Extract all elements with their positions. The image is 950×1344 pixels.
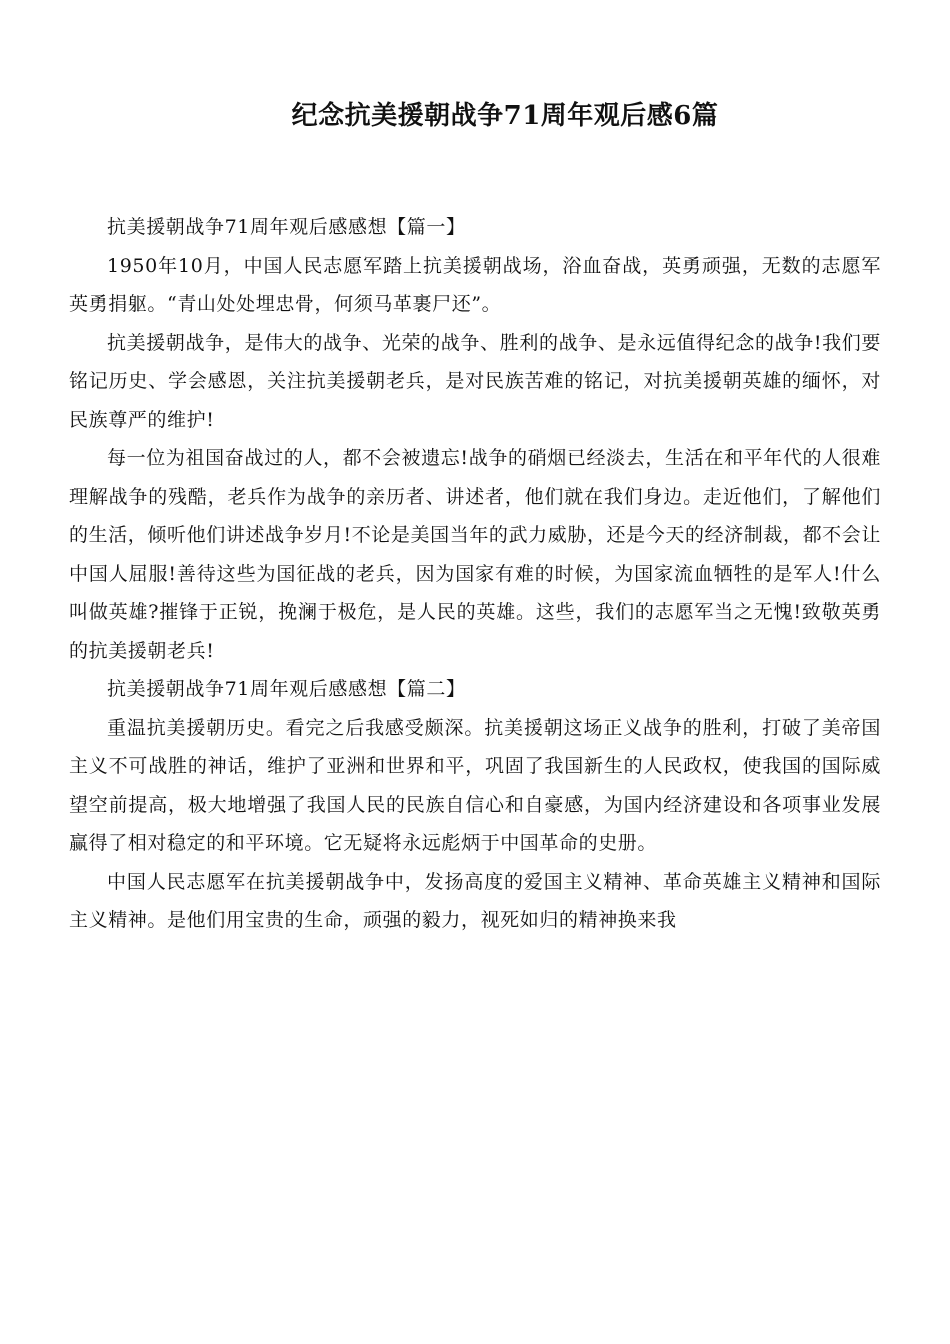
paragraph-2-1: 重温抗美援朝历史。看完之后我感受颇深。抗美援朝这场正义战争的胜利，打破了美帝国主义不可战胜的神话，维护了亚洲和世界和平，巩固了我国新生的人民政权，使我国的国际威望空前提高，极大地增强了我国人民的民族自信心和自豪感，为国内经济建设和各项事业发展赢得了相对稳定的和平环境。它无疑将永远彪炳于中国革命的史册。 xyxy=(69,716,881,854)
section-heading-2: 抗美援朝战争71周年观后感感想【篇二】 xyxy=(107,678,466,700)
paragraph-1-1: 1950年10月，中国人民志愿军踏上抗美援朝战场，浴血奋战，英勇顽强，无数的志愿军英勇捐躯。“青山处处埋忠骨，何须马革裹尸还”。 xyxy=(69,254,881,315)
paragraph-1-2: 抗美援朝战争，是伟大的战争、光荣的战争、胜利的战争、是永远值得纪念的战争!我们要铭记历史、学会感恩，关注抗美援朝老兵，是对民族苦难的铭记，对抗美援朝英雄的缅怀，对民族尊严的维护! xyxy=(69,331,881,431)
section-heading-1: 抗美援朝战争71周年观后感感想【篇一】 xyxy=(107,216,466,238)
paragraph-1-3: 每一位为祖国奋战过的人，都不会被遗忘!战争的硝烟已经淡去，生活在和平年代的人很难理解战争的残酷，老兵作为战争的亲历者、讲述者，他们就在我们身边。走近他们，了解他们的生活，倾听他们讲述战争岁月!不论是美国当年的武力威胁，还是今天的经济制裁，都不会让中国人屈服!善待这些为国征战的老兵，因为国家有难的时候，为国家流血牺牲的是军人!什么叫做英雄?摧锋于正锐，挽澜于极危，是人民的英雄。这些，我们的志愿军当之无愧!致敬英勇的抗美援朝老兵! xyxy=(69,447,881,662)
document-title: 纪念抗美援朝战争71周年观后感6篇 xyxy=(291,101,719,131)
document-body xyxy=(69,208,881,940)
paragraph-2-2: 中国人民志愿军在抗美援朝战争中，发扬高度的爱国主义精神、革命英雄主义精神和国际主义精神。是他们用宝贵的生命，顽强的毅力，视死如归的精神换来我 xyxy=(69,870,881,931)
